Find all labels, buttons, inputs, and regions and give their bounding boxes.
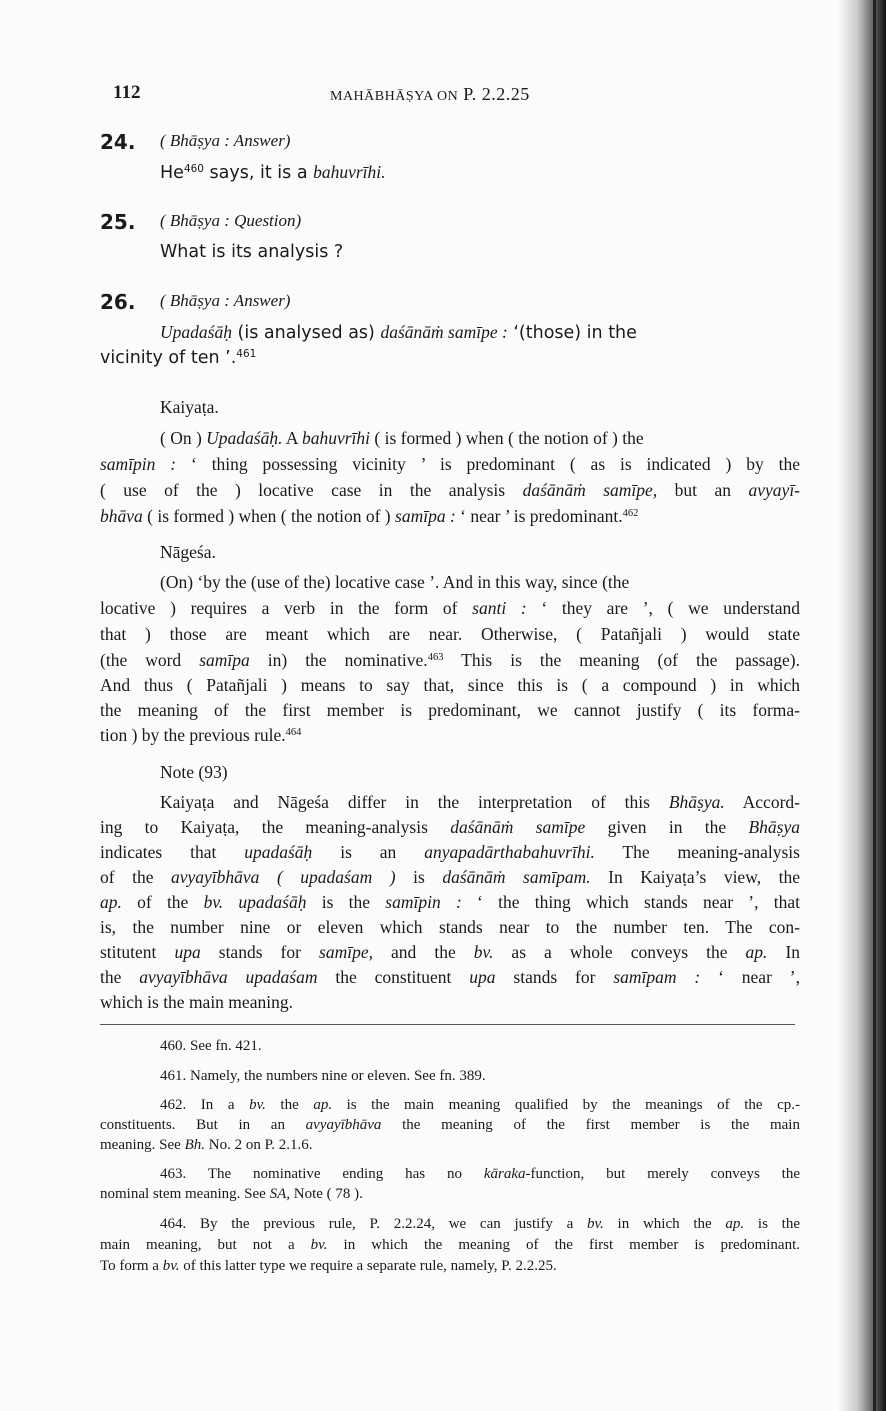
footnote-464: 464. By the previous rule, P. 2.2.24, we can justify a bv. in which the ap. is the — [160, 1216, 800, 1232]
kaiyata-line: ( On ) Upadaśāḥ. A bahuvrīhi ( is formed ) when ( the notion of ) the — [160, 428, 644, 448]
kaiyata-line: samīpin : ‘ thing possessing vicinity ’ is predominant ( as is indicated ) by the — [100, 454, 800, 474]
section-label-24: ( Bhāṣya : Answer) — [160, 131, 291, 150]
kaiyata-line: ( use of the ) locative case in the analysis daśānāṁ samīpe, but an avyayī- — [100, 480, 801, 500]
nagesa-line: that ) those are meant which are near. Otherwise, ( Patañjali ) would state — [100, 624, 800, 644]
commentary-heading-nagesa: Nāgeśa. — [160, 542, 216, 562]
nagesa-line: (On) ‘by the (use of the) locative case ’. And in this way, since (the — [160, 572, 630, 592]
footnote-463: 463. The nominative ending has no kāraka-function, but merely conveys the — [160, 1166, 800, 1182]
book-spine-edge — [873, 0, 876, 1411]
commentary-heading-kaiyata: Kaiyaṭa. — [160, 397, 219, 417]
nagesa-line: And thus ( Patañjali ) means to say that, since this is ( a compound ) in which — [100, 675, 800, 695]
note-line: stitutent upa stands for samīpe, and the bv. as a whole conveys the ap. In — [100, 942, 801, 962]
footnote-464: main meaning, but not a bv. in which the meaning of the first member is predominant. — [100, 1237, 801, 1253]
section-text-26-line2: vicinity of ten ’.$^{461}$ — [100, 348, 257, 368]
nagesa-line: tion ) by the previous rule.$^{464}$ — [100, 725, 302, 745]
footnote-463: nominal stem meaning. See SA, Note ( 78 ). — [100, 1186, 363, 1202]
note-line: is, the number nine or eleven which stands near to the number ten. The con- — [100, 917, 800, 937]
footnote-divider — [100, 1024, 795, 1025]
section-text-26-line1: Upadaśāḥ (is analysed as) daśānāṁ samīpe : ‘(those) in the — [160, 322, 637, 343]
section-number-26: 26. — [100, 290, 136, 314]
note-line: ap. of the bv. upadaśāḥ is the samīpin : ‘ the thing which stands near ’, that — [100, 892, 800, 912]
footnote-462: meaning. See Bh. No. 2 on P. 2.1.6. — [100, 1137, 313, 1153]
section-text-25: What is its analysis ? — [160, 242, 344, 262]
running-head: MAHĀBHĀṢYA ON P. 2.2.25 — [330, 84, 530, 104]
section-label-26: ( Bhāṣya : Answer) — [160, 291, 291, 310]
nagesa-line: locative ) requires a verb in the form of santi : ‘ they are ’, ( we understand — [100, 598, 800, 618]
section-number-25: 25. — [100, 210, 136, 234]
kaiyata-line: bhāva ( is formed ) when ( the notion of ) samīpa : ‘ near ’ is predominant.$^{462}$ — [100, 506, 639, 526]
footnote-462: constituents. But in an avyayībhāva the meaning of the first member is the main — [100, 1117, 800, 1133]
note-heading: Note (93) — [160, 762, 228, 782]
section-number-24: 24. — [100, 130, 136, 154]
note-line: of the avyayībhāva ( upadaśam ) is daśānāṁ samīpam. In Kaiyaṭa’s view, the — [100, 867, 800, 887]
note-line: the avyayībhāva upadaśam the constituent upa stands for samīpam : ‘ near ’, — [100, 967, 800, 987]
note-line: which is the main meaning. — [100, 992, 293, 1012]
section-text-24: He$^{460}$ says, it is a bahuvrīhi. — [160, 162, 386, 183]
nagesa-line: (the word samīpa in) the nominative.$^{463}$ This is the meaning (of the passage). — [100, 650, 800, 670]
book-spine-shadow — [838, 0, 886, 1411]
footnote-462: 462. In a bv. the ap. is the main meaning qualified by the meanings of the cp.- — [160, 1097, 800, 1113]
note-line: indicates that upadaśāḥ is an anyapadārthabahuvrīhi. The meaning-analysis — [100, 842, 800, 862]
section-label-25: ( Bhāṣya : Question) — [160, 211, 302, 230]
note-line: Kaiyaṭa and Nāgeśa differ in the interpretation of this Bhāṣya. Accord- — [160, 792, 800, 812]
page-number: 112 — [113, 82, 141, 103]
nagesa-line: the meaning of the first member is predominant, we cannot justify ( its forma- — [100, 700, 800, 720]
footnote-461: 461. Namely, the numbers nine or eleven. See fn. 389. — [160, 1068, 486, 1084]
footnote-460: 460. See fn. 421. — [160, 1038, 262, 1054]
note-line: ing to Kaiyaṭa, the meaning-analysis daśānāṁ samīpe given in the Bhāṣya — [100, 817, 801, 837]
footnote-464: To form a bv. of this latter type we require a separate rule, namely, P. 2.2.25. — [100, 1258, 557, 1274]
